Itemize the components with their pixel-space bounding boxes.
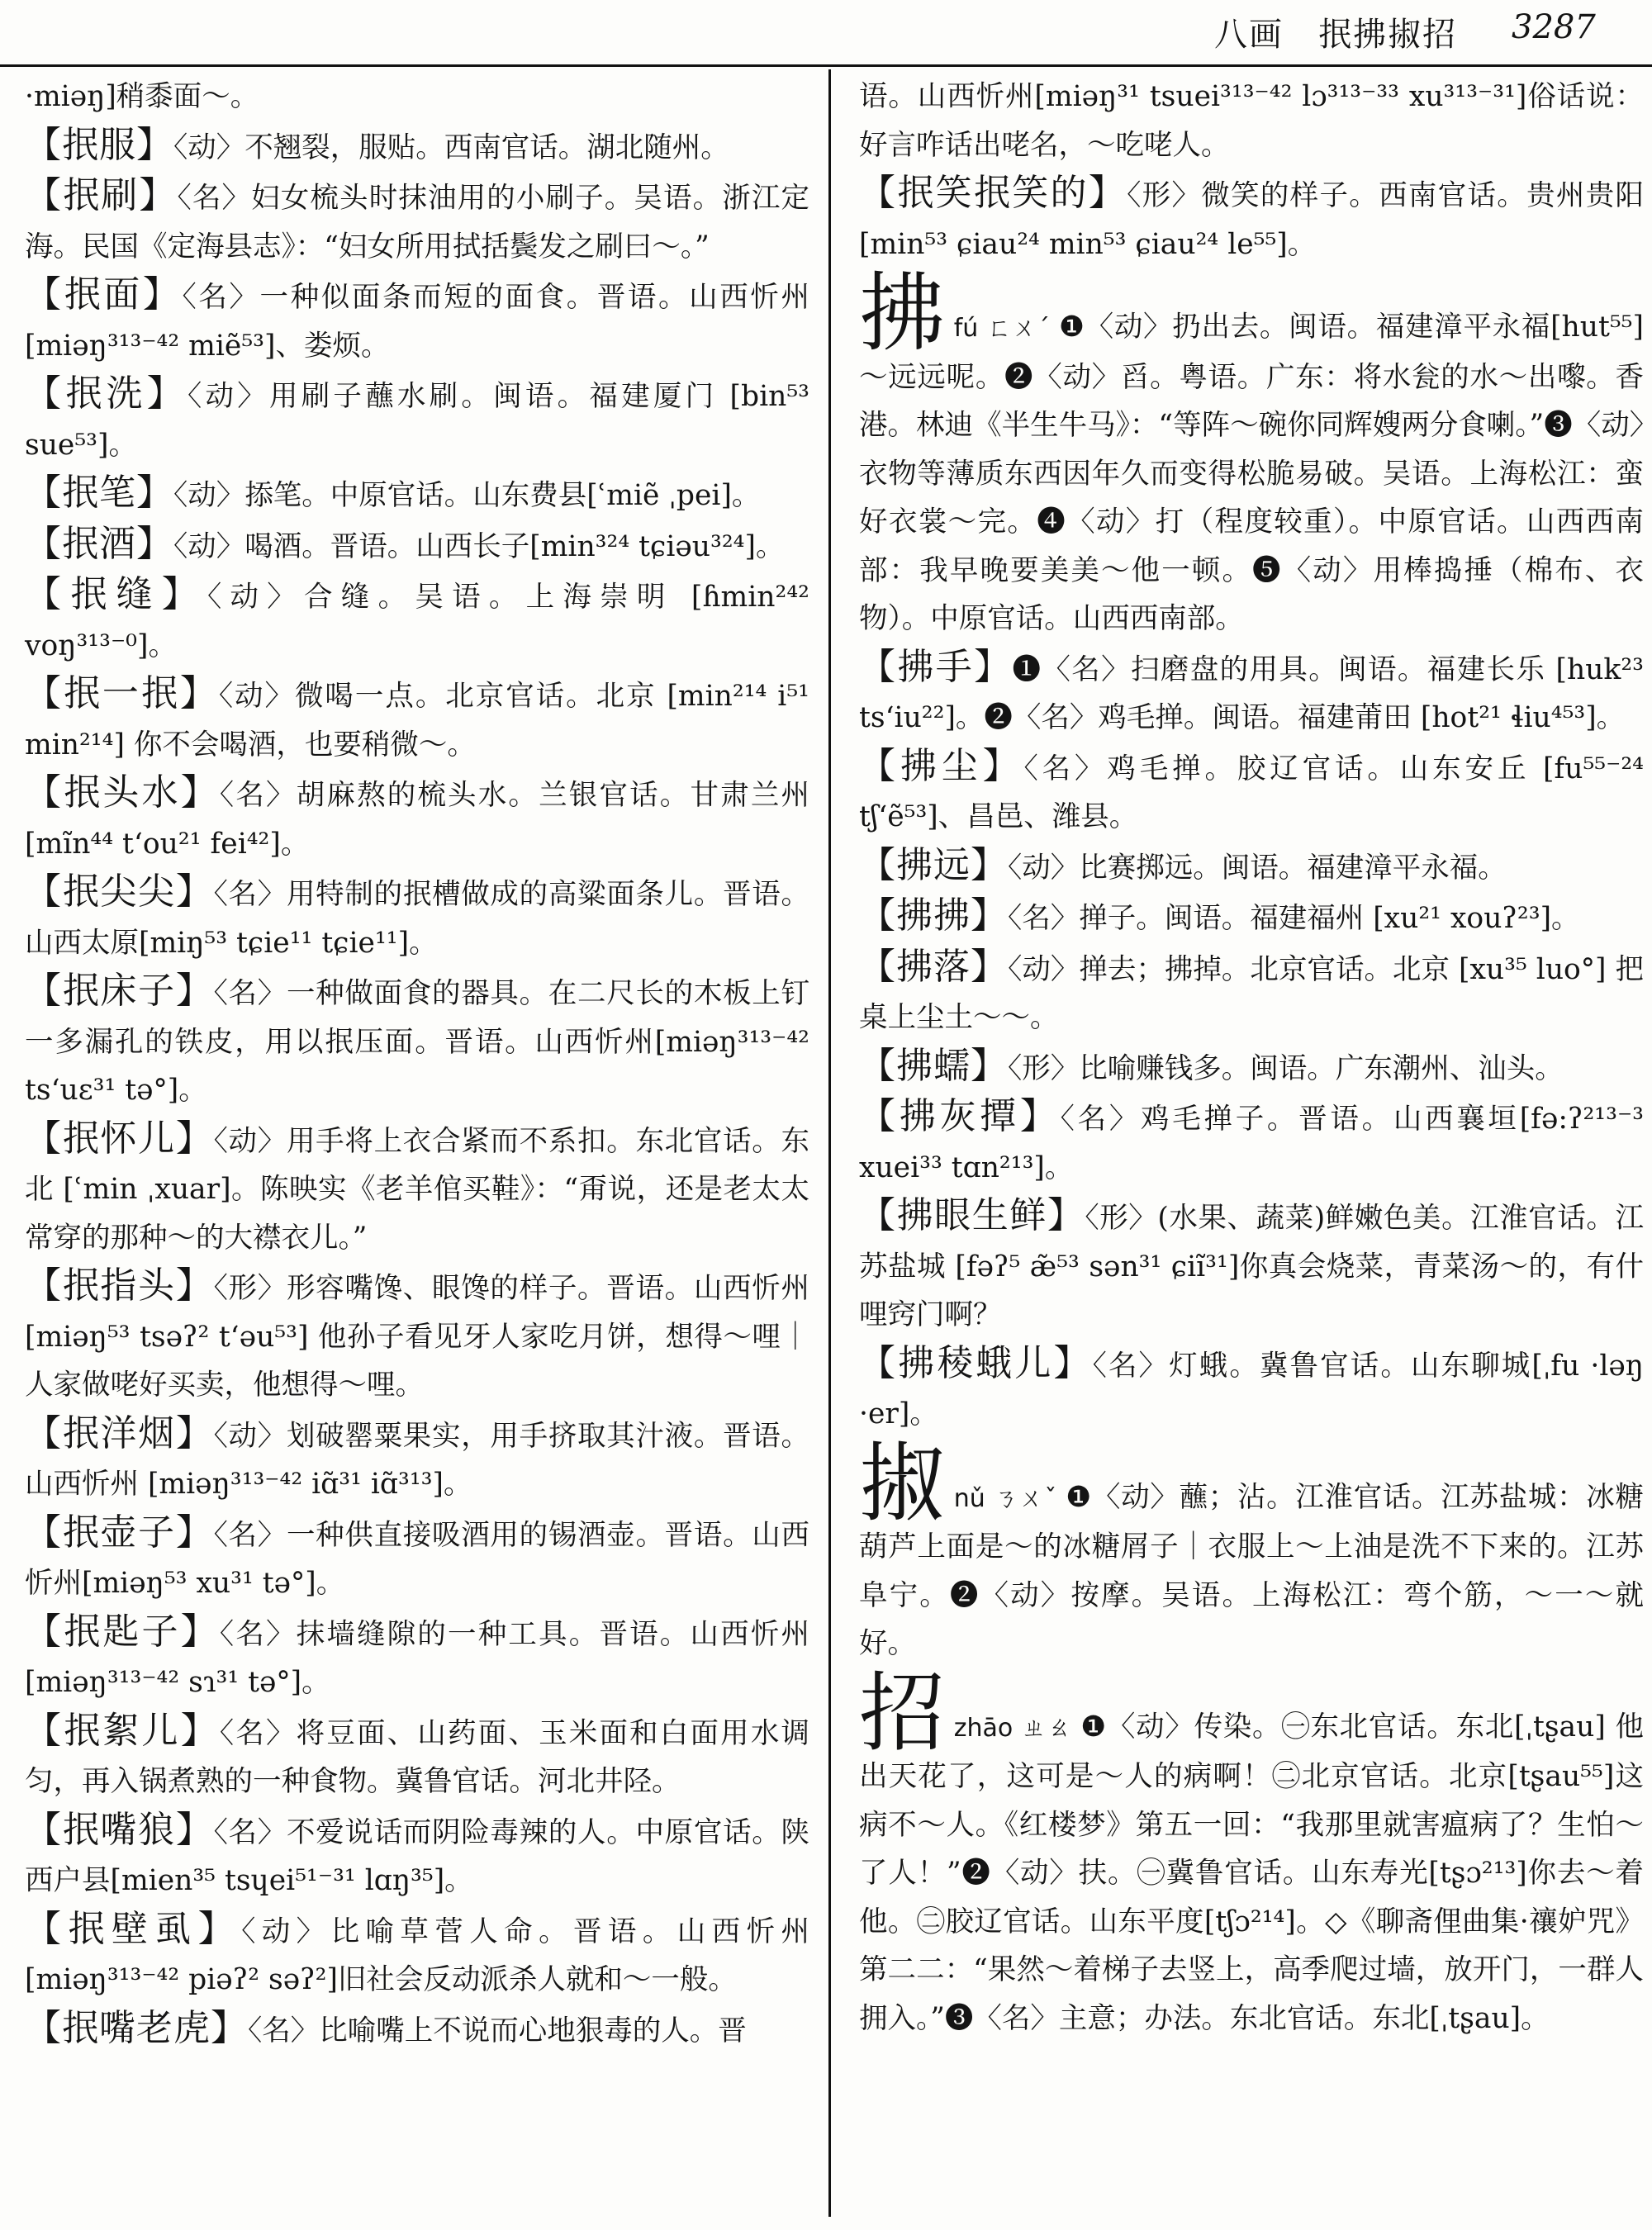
definition-text: 〈名〉灯蛾。冀鲁官话。山东聊城[ˌfu ·ləŋ ·er]。 (859, 1349, 1644, 1431)
definition-text: 〈名〉将豆面、山药面、玉米面和白面用水调匀，再入锅煮熟的一种食物。冀鲁官话。河北井陉。 (25, 1716, 810, 1798)
definition-text: 〈名〉一种做面食的器具。在二尺长的木板上钉一多漏孔的铁皮，用以抿压面。晋语。山西忻州[miəŋ³¹³⁻⁴² tsʻuɛ³¹ tə°]。 (25, 977, 810, 1107)
definition-text: 〈名〉比喻嘴上不说而心地狠毒的人。晋 (248, 2014, 747, 2047)
definition-text: 〈动〉掭笔。中原官话。山东费县[ʿmiẽ ˌpei]。 (173, 479, 761, 512)
column-divider (828, 69, 831, 2217)
dictionary-entry (25, 1806, 809, 1905)
definition-text: 〈名〉掸子。闽语。福建福州 [xu²¹ xouʔ²³]。 (1008, 902, 1580, 935)
definition-text: 语。山西忻州[miəŋ³¹ tsuei³¹³⁻⁴² lɔ³¹³⁻³³ xu³¹³⁻³¹]俗话说：好言咋话出咾名，～吃咾人。 (859, 80, 1644, 162)
dictionary-entry (25, 1905, 809, 2005)
entry-headword: 【拂手】 (859, 645, 1013, 688)
entry-headword: 【抿壁虱】 (25, 1907, 242, 1950)
definition-text: 〈名〉不爱说话而阴险毒辣的人。中原官话。陕西户县[mien³⁵ tsɥei⁵¹⁻³¹ lɑŋ³⁵]。 (25, 1815, 810, 1897)
entry-headword: 【抿怀儿】 (25, 1117, 214, 1160)
running-head-title: 八画 抿拂掓招 (1214, 16, 1457, 54)
definition-text: ·miəŋ]稍黍面～。 (25, 80, 259, 113)
dictionary-entry (25, 1262, 809, 1410)
dictionary-entry (859, 1340, 1644, 1439)
pinyin: fú (953, 314, 987, 343)
definition-text: 〈形〉(水果、蔬菜)鲜嫩色美。江淮官话。江苏盐城 [fəʔ⁵ æ̃⁵³ sən³¹ ɕiĩ³¹]你真会烧菜，青菜汤～的，有什哩窍门啊？ (859, 1202, 1644, 1331)
right-column (859, 73, 1644, 2043)
dictionary-entry (25, 868, 809, 967)
dictionary-entry (25, 1509, 809, 1608)
definition-text: 〈动〉微喝一点。北京官话。北京 [min²¹⁴ i⁵¹ min²¹⁴] 你不会喝酒，也要稍微～。 (25, 680, 810, 762)
dictionary-entry (25, 1608, 809, 1707)
definition-text: ❶〈名〉扫磨盘的用具。闽语。福建长乐 [huk²³ tsʻiu²²]。❷〈名〉鸡毛掸。闽语。福建莆田 [hot²¹ ɬiu⁴⁵³]。 (859, 652, 1645, 734)
definition-text: 〈名〉鸡毛掸子。晋语。山西襄垣[fə:ʔ²¹³⁻³ xuei³³ tɑn²¹³]。 (859, 1103, 1645, 1184)
dictionary-entry (25, 520, 809, 572)
headword-character: 招 (859, 1662, 946, 1763)
definition-text: 〈动〉比赛掷远。闽语。福建漳平永福。 (1008, 851, 1507, 885)
entry-headword: 【拂远】 (859, 843, 1008, 886)
definition-text: 〈动〉合缝。吴语。上海崇明 [ɦmin²⁴² voŋ³¹³⁻⁰]。 (25, 581, 809, 662)
entry-headword: 【拂尘】 (859, 744, 1024, 787)
definition-text: ❶〈动〉扔出去。闽语。福建漳平永福[hut⁵⁵]～远远呢。❷〈动〉舀。粤语。广东：将水瓮的水～出嚟。香港。林迪《半生牛马》：“等阵～碗你同辉嫂两分食喇。”❸〈动〉衣物等薄质东西因年久而变得松脆易破。吴语。上海松江：蛮好衣裳～完。❹〈动〉打（程度较重）。中原官话。山西西南部：我早晚要美美～他一顿。❺〈动〉用棒捣捶（棉布、衣物）。中原官话。山西西南部。 (859, 311, 1644, 635)
definition-text: 〈动〉划破罂粟果实，用手挤取其汁液。晋语。山西忻州 [miəŋ³¹³⁻⁴² iɑ̃³¹ iɑ̃³¹³]。 (25, 1419, 810, 1501)
entry-headword: 【抿笔】 (25, 472, 173, 514)
dictionary-entry (25, 370, 809, 469)
dictionary-entry (25, 1115, 809, 1263)
entry-headword: 【抿笑抿笑的】 (859, 172, 1127, 214)
entry-headword: 【拂蠕】 (859, 1044, 1008, 1087)
char-entry (859, 263, 1644, 643)
definition-text: 〈名〉胡麻熬的梳头水。兰银官话。甘肃兰州 [mĩn⁴⁴ tʻou²¹ fei⁴²]。 (25, 779, 810, 861)
entry-headword: 【拂灰撢】 (859, 1095, 1061, 1137)
headword-character: 掓 (859, 1432, 946, 1534)
dictionary-entry (859, 1192, 1644, 1340)
left-column (25, 73, 809, 2055)
dictionary-entry (25, 172, 809, 271)
definition-text: 〈动〉喝酒。晋语。山西长子[min³²⁴ tɕiəu³²⁴]。 (173, 529, 785, 563)
entry-headword: 【抿指头】 (25, 1264, 214, 1307)
entry-headword: 【抿服】 (25, 123, 173, 166)
page-number: 3287 (1512, 8, 1596, 46)
page-header (0, 0, 1652, 67)
entry-headword: 【抿一抿】 (25, 672, 219, 714)
dictionary-entry (859, 1042, 1644, 1094)
char-entry (859, 1432, 1644, 1668)
entry-headword: 【抿面】 (25, 273, 183, 316)
dictionary-entry (859, 73, 1644, 169)
entry-headword: 【抿洋烟】 (25, 1412, 214, 1454)
dictionary-entry (25, 769, 809, 868)
dictionary-entry (25, 2005, 809, 2056)
dictionary-entry (859, 943, 1644, 1042)
dictionary-entry (25, 571, 809, 670)
definition-text: 〈名〉鸡毛掸。胶辽官话。山东安丘 [fu⁵⁵⁻²⁴ tʃʻẽ⁵³]、昌邑、潍县。 (859, 752, 1645, 833)
definition-text: 〈动〉比喻草菅人命。晋语。山西忻州[miəŋ³¹³⁻⁴² piəʔ² səʔ²]旧社会反动派杀人就和～一般。 (25, 1914, 810, 1996)
pinyin: zhāo (953, 1713, 1022, 1743)
entry-headword: 【抿酒】 (25, 522, 173, 565)
definition-text: 〈名〉抹墙缝隙的一种工具。晋语。山西忻州[miəŋ³¹³⁻⁴² sɿ³¹ tə°]。 (25, 1617, 810, 1699)
definition-text: 〈形〉比喻赚钱多。闽语。广东潮州、汕头。 (1008, 1051, 1564, 1085)
definition-text: 〈名〉用特制的抿槽做成的高粱面条儿。晋语。山西太原[miŋ⁵³ tɕie¹¹ tɕie¹¹]。 (25, 878, 810, 960)
char-entry (859, 1662, 1644, 2043)
dictionary-entry (25, 469, 809, 520)
dictionary-entry (859, 169, 1644, 268)
dictionary-entry (859, 1093, 1644, 1192)
dictionary-entry (859, 842, 1644, 893)
dictionary-entry (25, 121, 809, 173)
definition-text: 〈名〉一种似面条而短的面食。晋语。山西忻州[miəŋ³¹³⁻⁴² miẽ⁵³]、娄烦。 (25, 281, 810, 363)
pinyin: nǔ (953, 1483, 994, 1513)
entry-headword: 【拂拂】 (859, 894, 1008, 937)
dictionary-entry (859, 892, 1644, 943)
entry-headword: 【拂稜蛾儿】 (859, 1341, 1093, 1384)
entry-headword: 【抿嘴狼】 (25, 1808, 214, 1851)
definition-text: 〈名〉一种供直接吸酒用的锡酒壶。晋语。山西忻州[miəŋ⁵³ xu³¹ tə°]。 (25, 1518, 810, 1600)
dictionary-entry (25, 1707, 809, 1806)
entry-headword: 【抿床子】 (25, 970, 214, 1012)
zhuyin: ㄈㄨˊ (986, 314, 1059, 343)
definition-text: 〈动〉掸去；拂掉。北京官话。北京 [xu³⁵ luo°] 把桌上尘土～～。 (859, 952, 1644, 1034)
dictionary-entry (859, 643, 1644, 743)
definition-text: 〈形〉微笑的样子。西南官话。贵州贵阳[min⁵³ ɕiau²⁴ min⁵³ ɕiau²⁴ le⁵⁵]。 (859, 179, 1645, 261)
entry-headword: 【抿嘴老虎】 (25, 2006, 248, 2049)
zhuyin: ㄋㄨˇ (993, 1483, 1066, 1513)
definition-text: 〈名〉妇女梳头时抹油用的小刷子。吴语。浙江定海。民国《定海县志》：“妇女所用拭括鬓发之刷曰～。” (25, 182, 810, 263)
dictionary-entry (25, 670, 809, 769)
dictionary-entry (859, 743, 1644, 842)
entry-headword: 【抿洗】 (25, 372, 188, 415)
entry-headword: 【抿壶子】 (25, 1511, 214, 1554)
entry-headword: 【抿匙子】 (25, 1610, 220, 1653)
entry-headword: 【拂落】 (859, 945, 1009, 988)
entry-headword: 【抿刷】 (25, 174, 178, 216)
dictionary-entry (25, 271, 809, 370)
definition-text: 〈动〉不翘裂，服贴。西南官话。湖北随州。 (173, 130, 729, 164)
entry-headword: 【抿尖尖】 (25, 871, 214, 913)
headword-character: 拂 (859, 263, 946, 363)
dictionary-entry (25, 967, 809, 1115)
definition-text: 〈动〉用手将上衣合紧而不系扣。东北官话。东北 [ʿmin ˌxuar]。陈映实《老羊倌买鞋》：“甭说，还是老太太常穿的那种～的大襟衣儿。” (25, 1124, 810, 1255)
definition-text: 〈动〉用刷子蘸水刷。闽语。福建厦门 [bin⁵³ sue⁵³]。 (25, 380, 809, 462)
entry-headword: 【抿头水】 (25, 771, 220, 814)
entry-headword: 【拂眼生鲜】 (859, 1194, 1085, 1236)
dictionary-entry (25, 73, 809, 121)
definition-text: ❶〈动〉蘸；沾。江淮官话。江苏盐城：冰糖葫芦上面是～的冰糖屑子｜衣服上～上油是洗不下来的。江苏阜宁。❷〈动〉按摩。吴语。上海松江：弯个筋，～一～就好。 (859, 1480, 1644, 1660)
entry-headword: 【抿絮儿】 (25, 1709, 220, 1752)
zhuyin: ㄓㄠ (1021, 1713, 1081, 1743)
entry-headword: 【抿缝】 (25, 573, 208, 615)
definition-text: 〈形〉形容嘴馋、眼馋的样子。晋语。山西忻州 [miəŋ⁵³ tsəʔ² tʻəu⁵³] 他孙子看见牙人家吃月饼，想得～哩｜人家做咾好买卖，他想得～哩。 (25, 1272, 810, 1402)
definition-text: ❶〈动〉传染。㊀东北官话。东北[ˌtʂau] 他出天花了，这可是～人的病啊！㊁北京官话。北京[tʂau⁵⁵]这病不～人。《红楼梦》第五一回：“我那里就害瘟病了？生怕～了人！”❷〈动〉扶。㊀冀鲁官话。山东寿光[tʂɔ²¹³]你去～着他。㊁胶辽官话。山东平度[tʃɔ²¹⁴]。◇《聊斋俚曲集·禳妒咒》第二二：“果然～着梯子去竖上，高季爬过墙，放开门，一群人拥入。”❸〈名〉主意；办法。东北官话。东北[ˌtʂau]。 (859, 1710, 1644, 2035)
dictionary-entry (25, 1410, 809, 1509)
